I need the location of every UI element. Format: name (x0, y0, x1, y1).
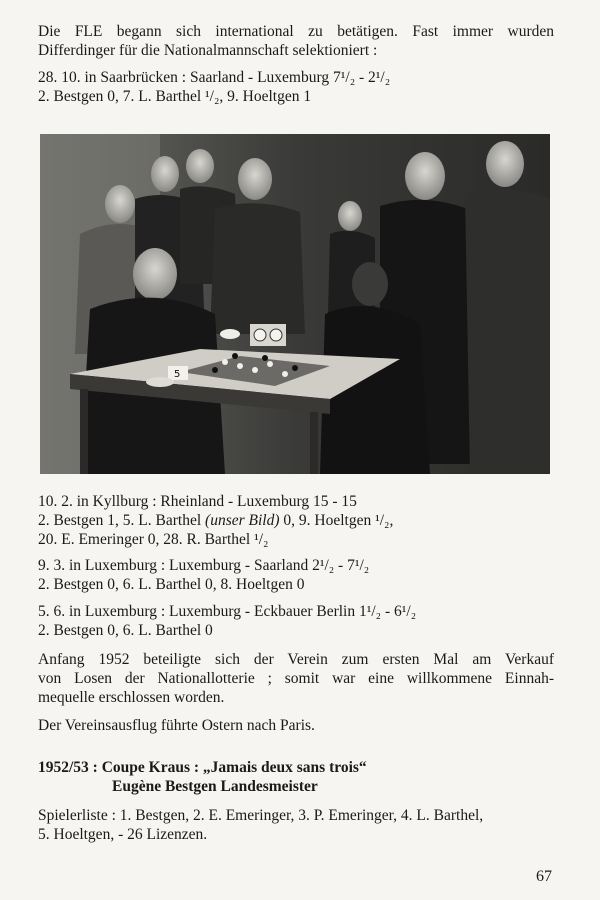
match-players: 2. Bestgen 0, 6. L. Barthel 0 (38, 622, 213, 639)
chess-players-photo (40, 134, 550, 474)
season-year: 1952/53 : (38, 759, 98, 776)
season-title: Coupe Kraus : „Jamais deux sans trois“ (101, 759, 367, 776)
player-roster (38, 806, 554, 844)
roster-line-2: 5. Hoeltgen, - 26 Lizenzen. (38, 826, 208, 843)
intro-paragraph (38, 22, 554, 60)
excursion-line: Der Vereinsausflug führte Ostern nach Paris. (38, 717, 315, 734)
lottery-line-1: Anfang 1952 beteiligte sich der Verein zum ersten Mal am Verkauf (38, 651, 554, 668)
match-result-luxemburg-berlin (38, 602, 554, 640)
intro-line-2: Differdinger für die Nationalmannschaft selektioniert : (38, 42, 378, 59)
board-number-label: 5 (174, 369, 181, 380)
lottery-line-3: mequelle erschlossen worden. (38, 689, 225, 706)
photo-illustration (40, 134, 550, 474)
page-number: 67 (536, 868, 552, 885)
match-heading: 10. 2. in Kyllburg : Rheinland - Luxemburg 15 - 15 (38, 493, 357, 510)
match-players-part-b: 0, 9. Hoeltgen ¹/₂, (283, 512, 394, 529)
match-result-saarbruecken (38, 68, 554, 106)
match-players: 2. Bestgen 0, 7. L. Barthel ¹/₂, 9. Hoeltgen 1 (38, 88, 312, 105)
lottery-line-2: von Losen der Nationallotterie ; somit war eine willkommene Einnah- (38, 670, 554, 687)
match-players-part-a: 2. Bestgen 1, 5. L. Barthel (38, 512, 202, 529)
match-players (38, 511, 554, 530)
match-players: 2. Bestgen 0, 6. L. Barthel 0, 8. Hoeltgen 0 (38, 576, 305, 593)
match-heading: 5. 6. in Luxemburg : Luxemburg - Eckbauer Berlin 1¹/₂ - 6¹/₂ (38, 603, 417, 620)
intro-line-1: Die FLE begann sich international zu betätigen. Fast immer wurden (38, 23, 554, 40)
season-subtitle: Eugène Bestgen Landesmeister (112, 778, 318, 795)
match-heading: 28. 10. in Saarbrücken : Saarland - Luxemburg 7¹/₂ - 2¹/₂ (38, 69, 391, 86)
photo-caption-reference: (unser Bild) (205, 512, 280, 529)
match-result-kyllburg (38, 492, 554, 549)
roster-line-1: Spielerliste : 1. Bestgen, 2. E. Emeringer, 3. P. Emeringer, 4. L. Barthel, (38, 807, 484, 824)
match-result-luxemburg-saarland (38, 556, 554, 594)
lottery-paragraph (38, 650, 554, 707)
match-players-2: 20. E. Emeringer 0, 28. R. Barthel ¹/₂ (38, 531, 269, 548)
excursion-paragraph (38, 716, 554, 735)
match-heading: 9. 3. in Luxemburg : Luxemburg - Saarland 2¹/₂ - 7¹/₂ (38, 557, 370, 574)
season-heading (38, 758, 554, 796)
